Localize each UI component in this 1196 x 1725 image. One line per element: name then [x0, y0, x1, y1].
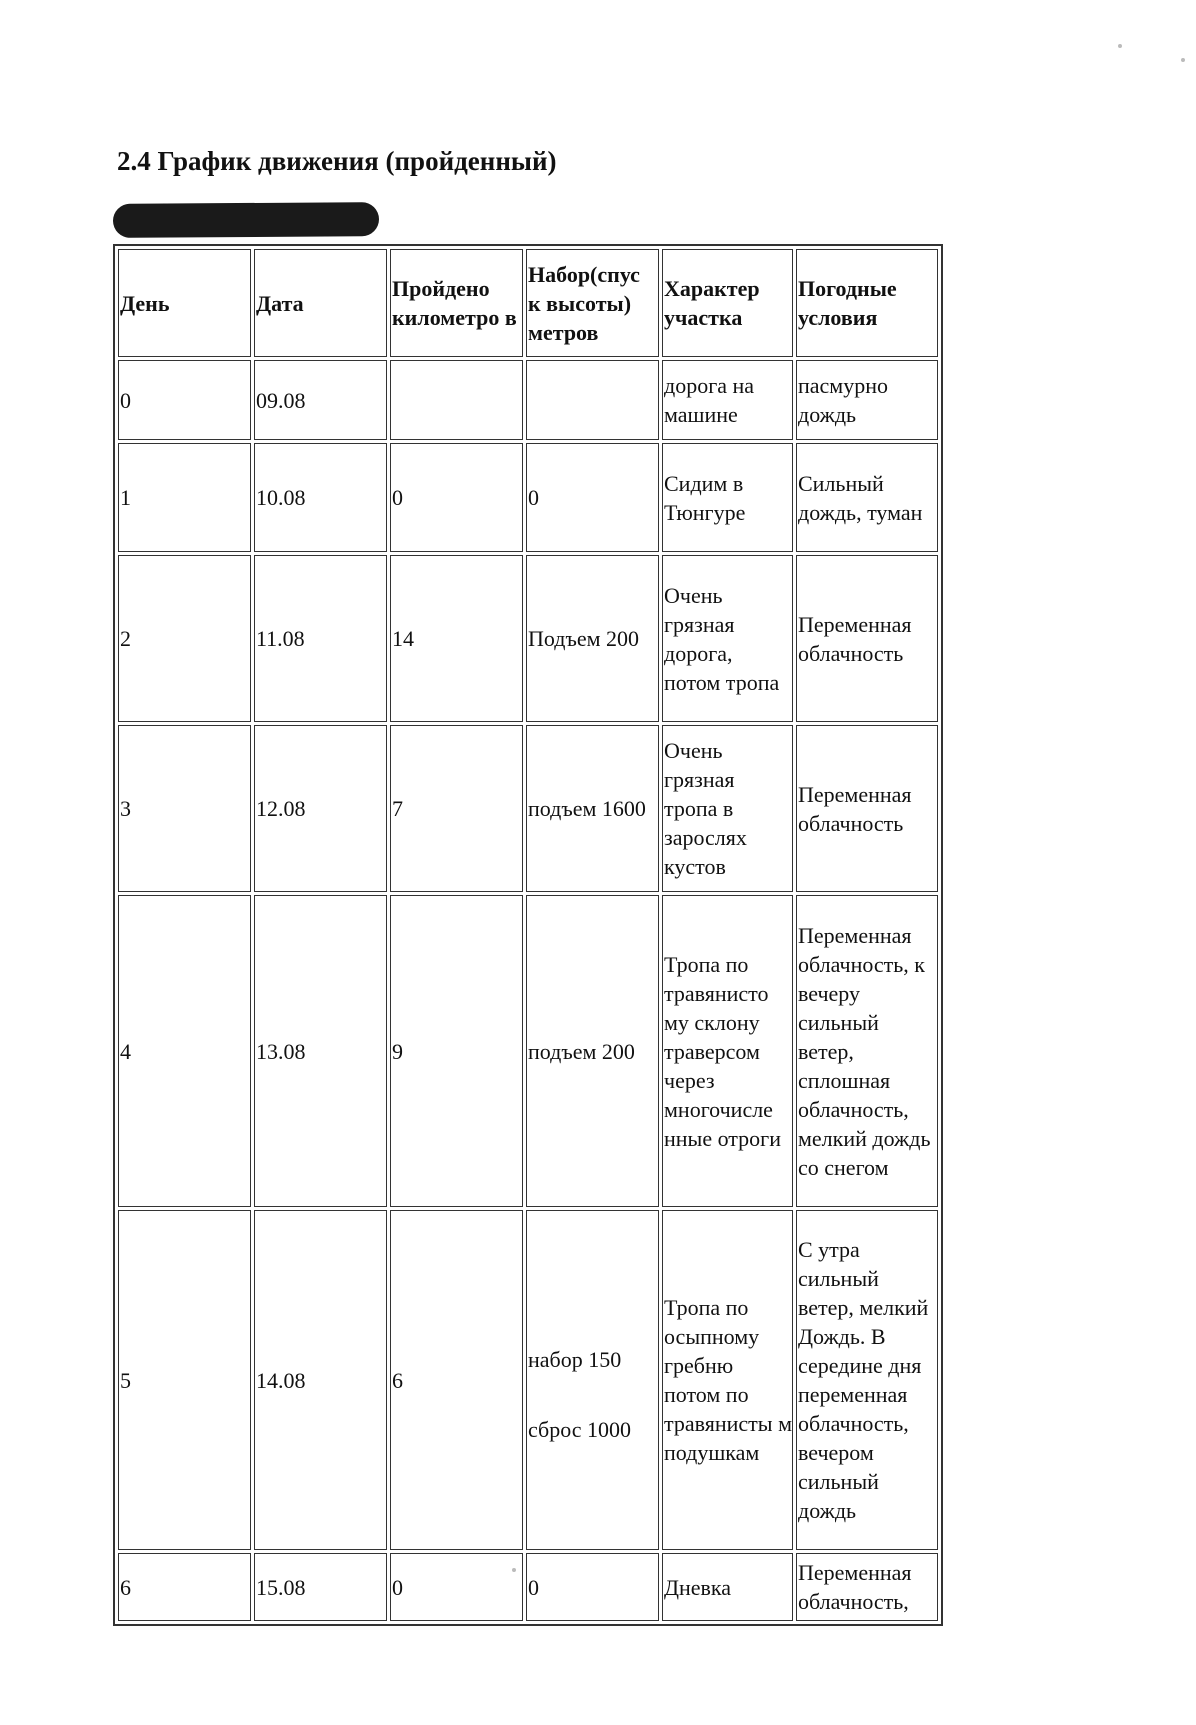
distance-cell: 0 — [390, 443, 523, 552]
table-row — [118, 1553, 938, 1621]
header-row — [118, 249, 938, 357]
date-cell: 15.08 — [254, 1553, 387, 1621]
elevation-cell: Подъем 200 — [526, 555, 659, 722]
elevation-cell: 0 — [526, 443, 659, 552]
elevation-cell: подъем 200 — [526, 895, 659, 1207]
section-heading: 2.4 График движения (пройденный) — [117, 146, 557, 176]
terrain-cell: Очень грязная тропа в зарослях кустов — [662, 725, 793, 892]
day-cell: 2 — [118, 555, 251, 722]
elevation-cell: подъем 1600 — [526, 725, 659, 892]
terrain-cell: Сидим в Тюнгуре — [662, 443, 793, 552]
elevation-cell — [526, 1210, 659, 1550]
table-row — [118, 443, 938, 552]
day-cell: 6 — [118, 1553, 251, 1621]
date-cell: 14.08 — [254, 1210, 387, 1550]
date-cell: 12.08 — [254, 725, 387, 892]
day-cell: 1 — [118, 443, 251, 552]
date-cell: 11.08 — [254, 555, 387, 722]
day-cell: 5 — [118, 1210, 251, 1550]
table-row — [118, 360, 938, 440]
weather-cell: С утра сильный ветер, мелкий Дождь. В середине дня переменная облачность, вечером сильный дождь — [796, 1210, 938, 1550]
table-row — [118, 1210, 938, 1550]
weather-cell: Переменная облачность — [796, 725, 938, 892]
header-elevation: Набор(спус к высоты) метров — [526, 249, 659, 357]
weather-cell: Переменная облачность, к вечеру сильный ветер, сплошная облачность, мелкий дождь со снегом — [796, 895, 938, 1207]
date-cell: 09.08 — [254, 360, 387, 440]
header-day: День — [118, 249, 251, 357]
terrain-cell: Дневка — [662, 1553, 793, 1621]
header-terrain: Характер участка — [662, 249, 793, 357]
distance-cell: 9 — [390, 895, 523, 1207]
day-cell: 0 — [118, 360, 251, 440]
weather-cell: Переменная облачность, — [796, 1553, 938, 1621]
weather-cell: Переменная облачность — [796, 555, 938, 722]
terrain-cell: Тропа по осыпному гребню потом по травянисты м подушкам — [662, 1210, 793, 1550]
elevation-cell: 0 — [526, 1553, 659, 1621]
header-weather: Погодные условия — [796, 249, 938, 357]
table-row — [118, 895, 938, 1207]
scan-speck — [1118, 44, 1122, 48]
weather-cell: Сильный дождь, туман — [796, 443, 938, 552]
distance-cell: 6 — [390, 1210, 523, 1550]
table-row — [118, 725, 938, 892]
weather-cell: пасмурно дождь — [796, 360, 938, 440]
table-row — [118, 555, 938, 722]
distance-cell: 0 — [390, 1553, 523, 1621]
distance-cell: 14 — [390, 555, 523, 722]
terrain-cell: Тропа по травянисто му склону траверсом через многочисле нные отроги — [662, 895, 793, 1207]
day-cell: 3 — [118, 725, 251, 892]
header-date: Дата — [254, 249, 387, 357]
movement-schedule-table — [113, 244, 943, 1626]
distance-cell — [390, 360, 523, 440]
scan-speck — [1181, 58, 1185, 62]
scan-speck — [512, 1568, 516, 1572]
date-cell: 13.08 — [254, 895, 387, 1207]
terrain-cell: Очень грязная дорога, потом тропа — [662, 555, 793, 722]
header-distance: Пройдено километро в — [390, 249, 523, 357]
date-cell: 10.08 — [254, 443, 387, 552]
redacted-subheading — [113, 202, 379, 238]
distance-cell: 7 — [390, 725, 523, 892]
elevation-drop-text: сброс 1000 — [528, 1417, 632, 1442]
day-cell: 4 — [118, 895, 251, 1207]
elevation-cell — [526, 360, 659, 440]
elevation-gain-text: набор 150 — [528, 1347, 622, 1372]
terrain-cell: дорога на машине — [662, 360, 793, 440]
